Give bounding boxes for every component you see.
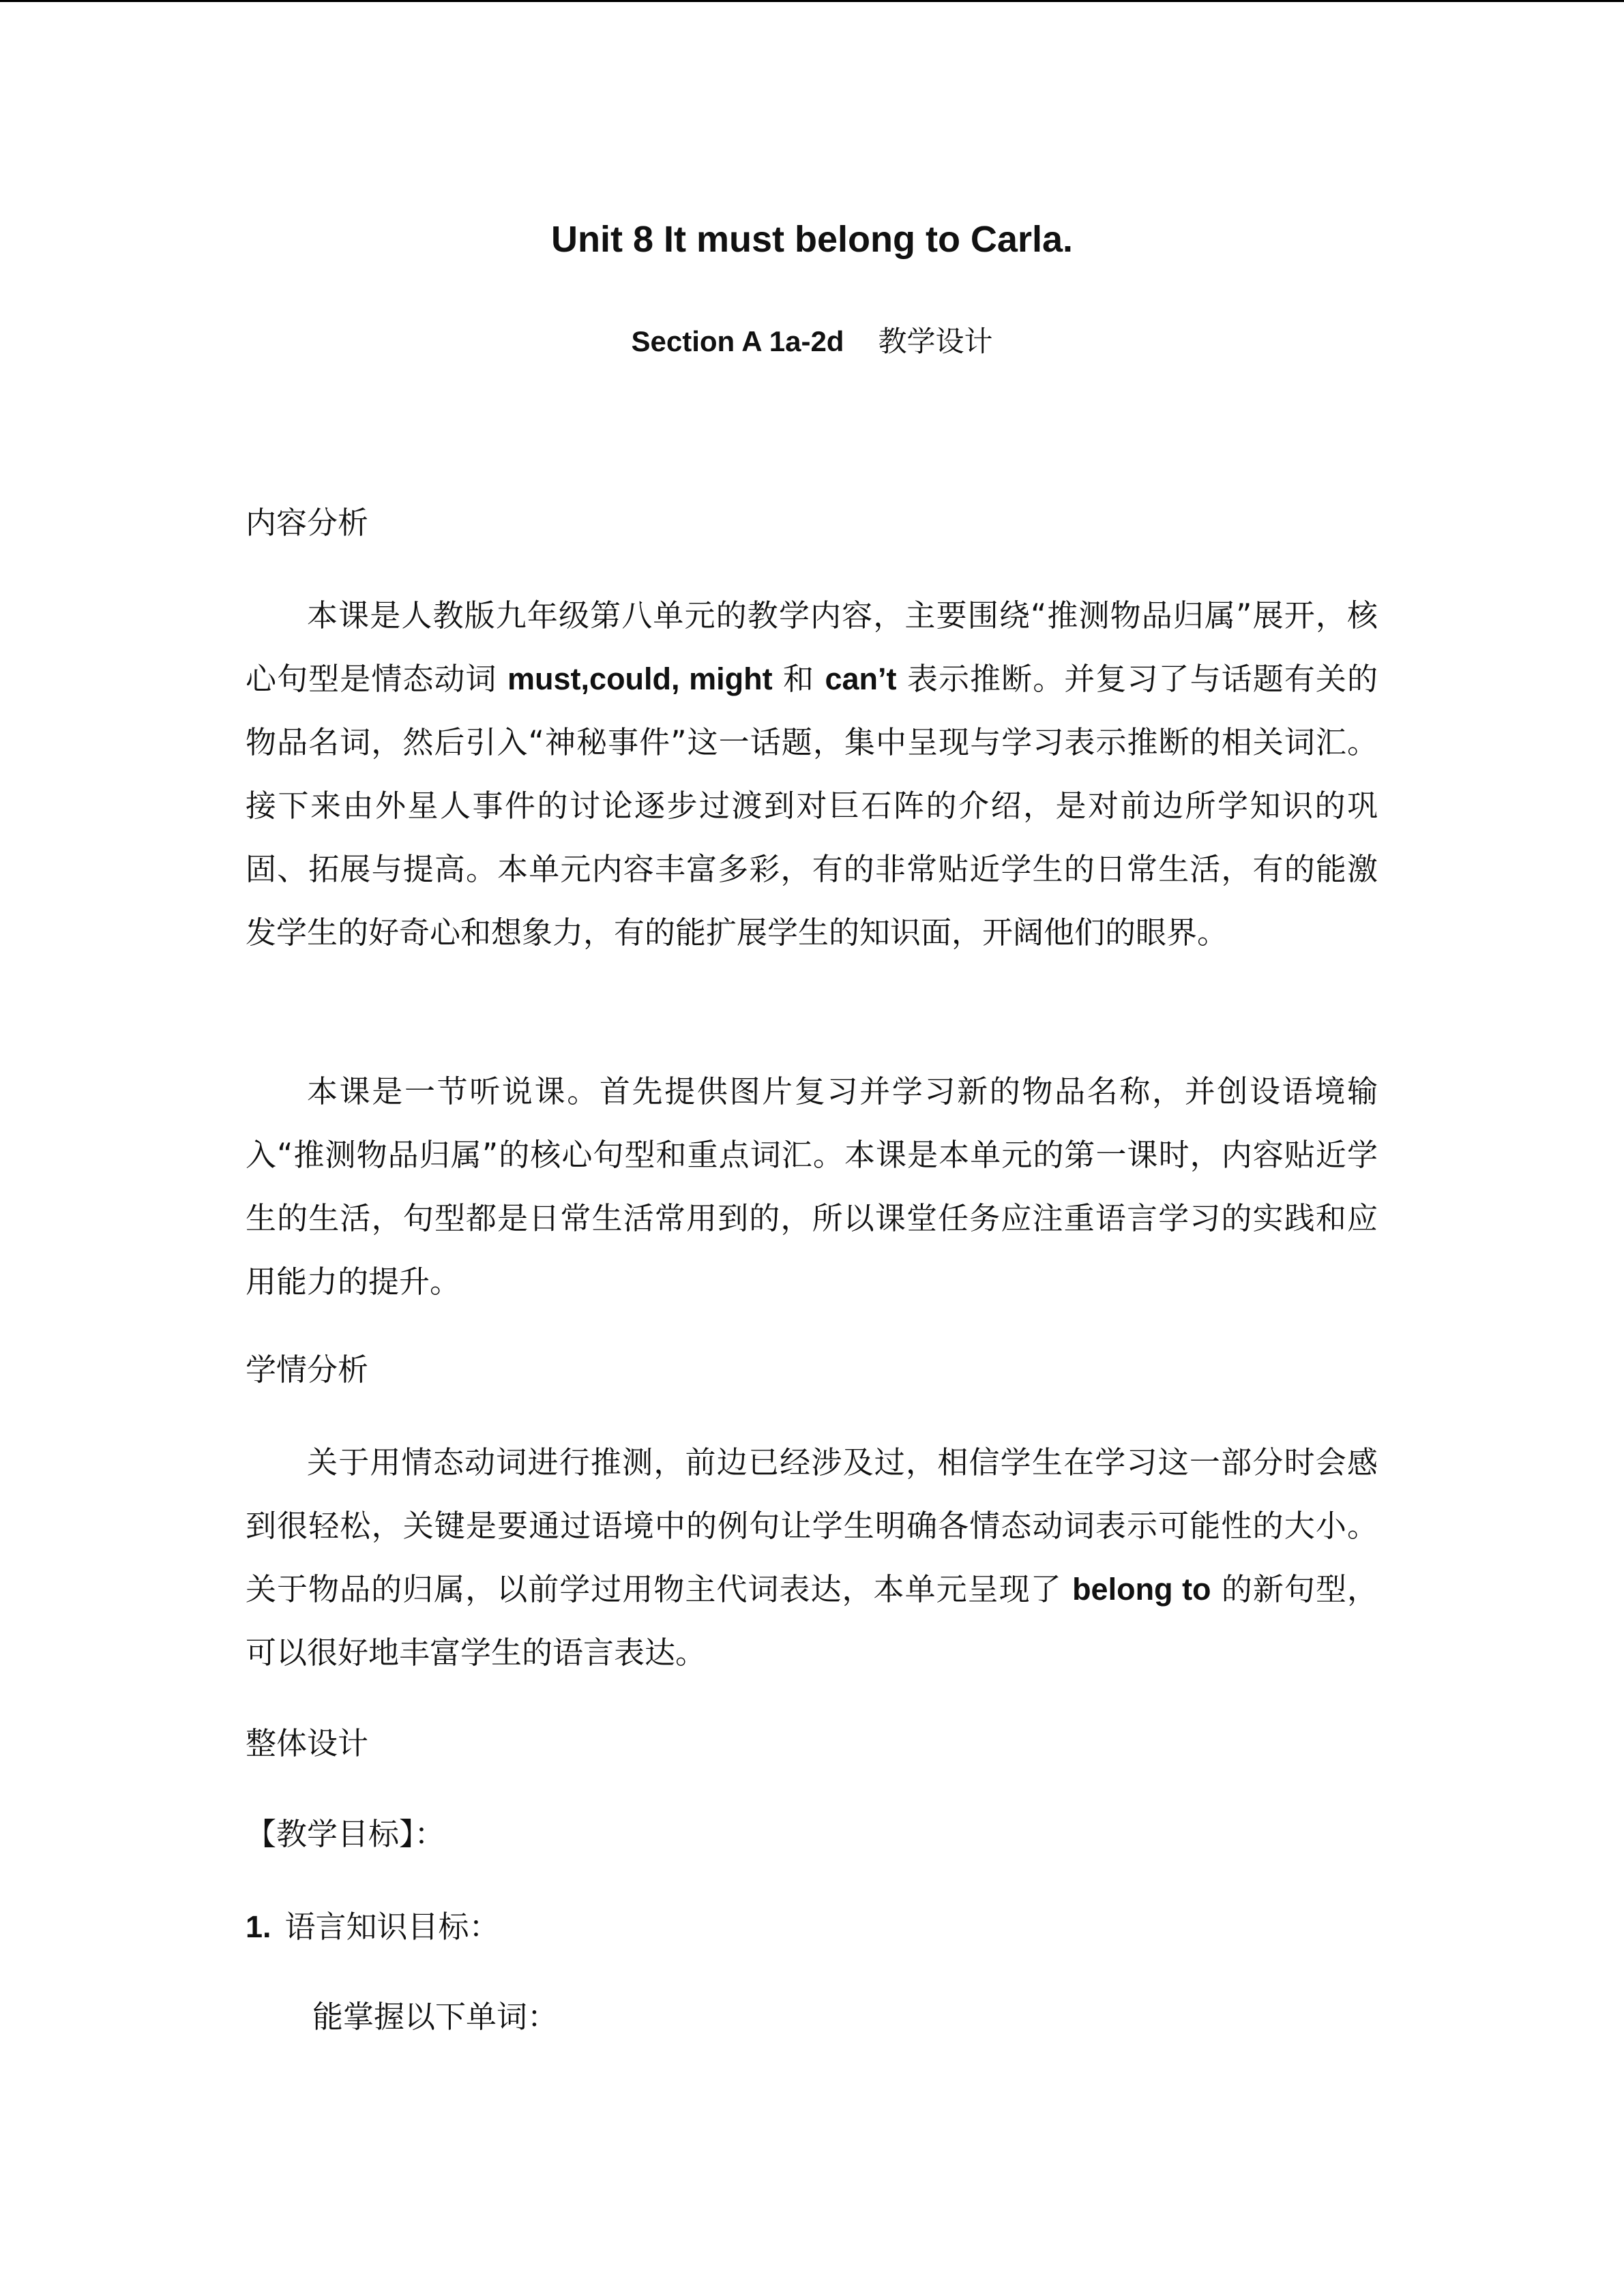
belong-to-text: belong to	[1072, 1572, 1211, 1607]
paragraph-student-1: 关于用情态动词进行推测，前边已经涉及过，相信学生在学习这一部分时会感到很轻松，关键是要通过语境中的例句让学生明确各情态动词表示可能性的大小。关于物品的归属，以前学过用物主代词表达，本单元呈现了 belong to 的新句型，可以很好地丰富学生的语言表达。	[246, 1444, 1378, 1671]
cant-text: can’t	[825, 661, 897, 696]
words-intro-line: 能掌握以下单词：	[312, 1999, 559, 2035]
goal-item-1	[246, 1900, 500, 1954]
document-subtitle	[0, 318, 1624, 366]
teaching-goals-label: 【教学目标】：	[246, 1816, 445, 1852]
document-title: Unit 8 It must belong to Carla.	[550, 219, 1074, 260]
heading-content-analysis: 内容分析	[246, 505, 369, 541]
subtitle-label: 教学设计	[878, 325, 993, 357]
heading-overall-design: 整体设计	[246, 1725, 369, 1761]
heading-student-analysis: 学情分析	[246, 1352, 369, 1388]
subtitle-section: Section A 1a-2d	[631, 325, 844, 357]
modal-verbs-text: must,could, might	[507, 661, 773, 696]
paragraph-content-1: 本课是人教版九年级第八单元的教学内容，主要围绕“推测物品归属”展开，核心句型是情态动词 must,could, might 和 can’t 表示推断。并复习了与话题有关的物品名词，然后引入“神秘事件”这一话题，集中呈现与学习表示推断的相关词汇。接下来由外星人事件的讨论逐步过渡到对巨石阵的介绍，是对前边所学知识的巩固、拓展与提高。本单元内容丰富多彩，有的非常贴近学生的日常生活，有的能激发学生的好奇心和想象力，有的能扩展学生的知识面，开阔他们的眼界。	[246, 597, 1378, 951]
paragraph-content-2: 本课是一节听说课。首先提供图片复习并学习新的物品名称，并创设语境输入“推测物品归属”的核心句型和重点词汇。本课是本单元的第一课时，内容贴近学生的生活，句型都是日常生活常用到的，所以课堂任务应注重语言学习的实践和应用能力的提升。	[246, 1073, 1378, 1300]
goal-item-number: 1.	[246, 1909, 271, 1944]
page-top-border	[0, 0, 1624, 2]
goal-item-label: 语言知识目标：	[284, 1909, 500, 1945]
